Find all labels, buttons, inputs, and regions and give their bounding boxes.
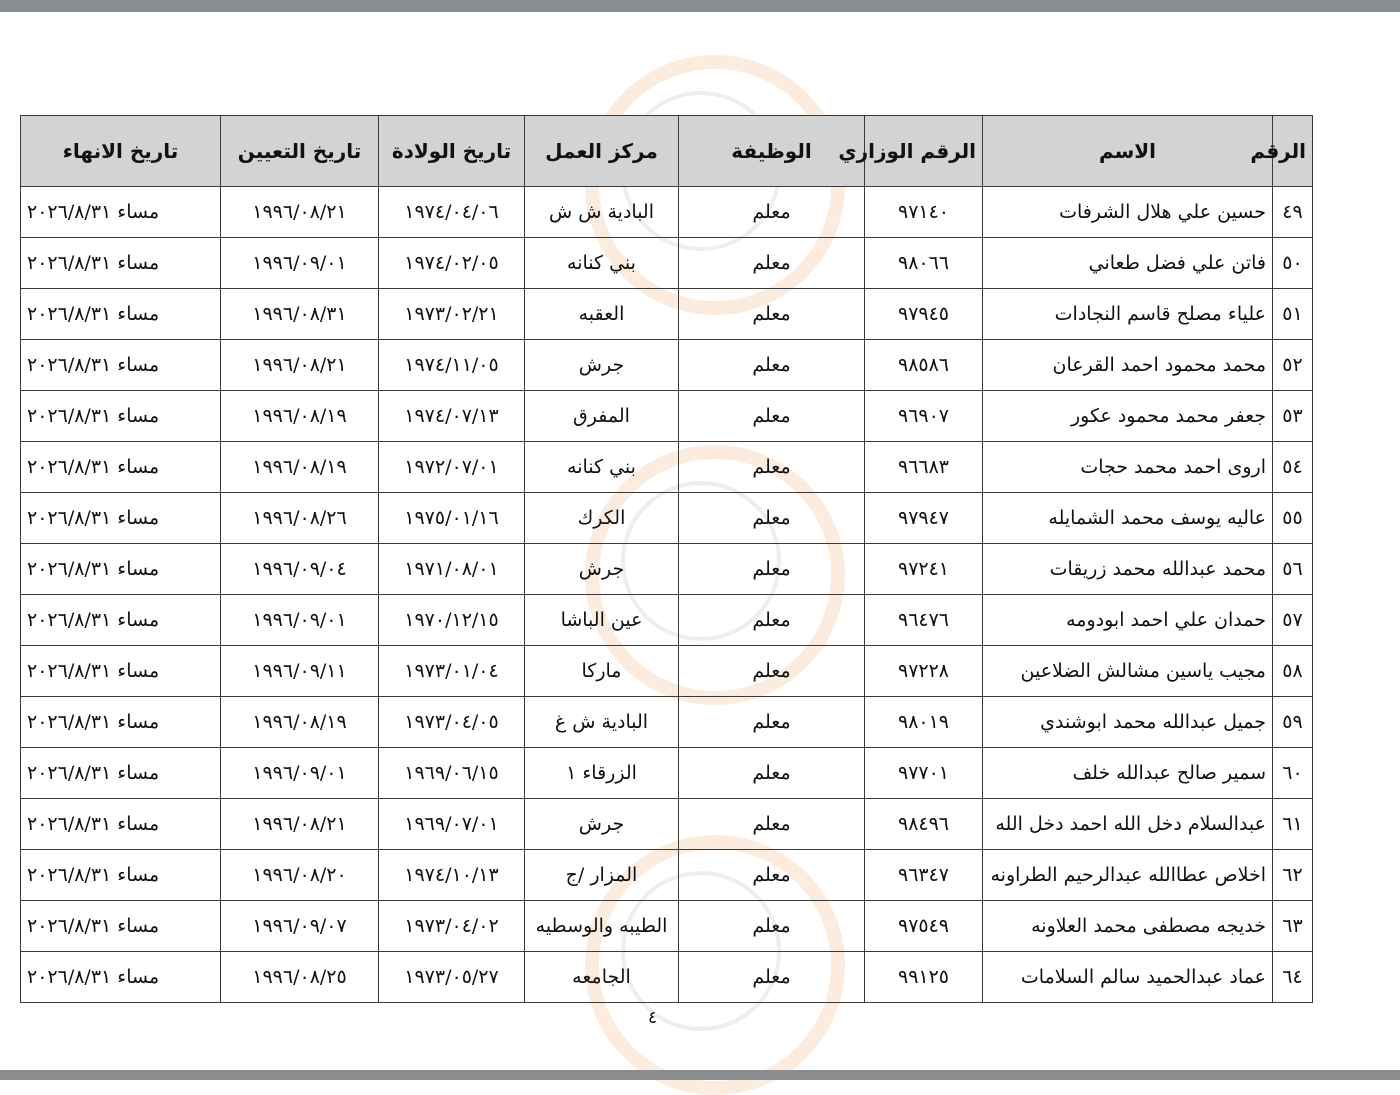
cell-end-date: مساء ٢٠٢٦/٨/٣١ bbox=[21, 493, 221, 544]
cell-work-center: البادية ش ش bbox=[525, 187, 679, 238]
cell-job: معلم bbox=[679, 187, 865, 238]
cell-work-center: عين الباشا bbox=[525, 595, 679, 646]
cell-name: فاتن علي فضل طعاني bbox=[983, 238, 1273, 289]
cell-ministry-id: ٩٨٠٦٦ bbox=[865, 238, 983, 289]
cell-work-center: جرش bbox=[525, 544, 679, 595]
cell-birth-date: ١٩٧٢/٠٧/٠١ bbox=[379, 442, 525, 493]
table-row bbox=[21, 850, 1313, 901]
cell-work-center: الزرقاء ١ bbox=[525, 748, 679, 799]
cell-job: معلم bbox=[679, 952, 865, 1003]
header-name: الاسم bbox=[983, 116, 1273, 187]
cell-ministry-id: ٩٦٤٧٦ bbox=[865, 595, 983, 646]
cell-name: حمدان علي احمد ابودومه bbox=[983, 595, 1273, 646]
cell-birth-date: ١٩٧٤/١٠/١٣ bbox=[379, 850, 525, 901]
cell-num: ٥٦ bbox=[1273, 544, 1313, 595]
cell-name: محمد عبدالله محمد زريقات bbox=[983, 544, 1273, 595]
header-end-date: تاريخ الانهاء bbox=[21, 116, 221, 187]
cell-birth-date: ١٩٧٠/١٢/١٥ bbox=[379, 595, 525, 646]
cell-appointment-date: ١٩٩٦/٠٨/٢١ bbox=[221, 799, 379, 850]
cell-num: ٥٩ bbox=[1273, 697, 1313, 748]
cell-num: ٦٠ bbox=[1273, 748, 1313, 799]
table-row bbox=[21, 238, 1313, 289]
table-row bbox=[21, 187, 1313, 238]
cell-ministry-id: ٩٩١٢٥ bbox=[865, 952, 983, 1003]
cell-name: اروى احمد محمد حجات bbox=[983, 442, 1273, 493]
cell-num: ٥٤ bbox=[1273, 442, 1313, 493]
cell-birth-date: ١٩٦٩/٠٧/٠١ bbox=[379, 799, 525, 850]
cell-job: معلم bbox=[679, 442, 865, 493]
cell-job: معلم bbox=[679, 391, 865, 442]
cell-name: سمير صالح عبدالله خلف bbox=[983, 748, 1273, 799]
cell-appointment-date: ١٩٩٦/٠٨/٢١ bbox=[221, 187, 379, 238]
cell-job: معلم bbox=[679, 544, 865, 595]
cell-num: ٦٤ bbox=[1273, 952, 1313, 1003]
cell-job: معلم bbox=[679, 646, 865, 697]
cell-appointment-date: ١٩٩٦/٠٨/٢٠ bbox=[221, 850, 379, 901]
cell-num: ٤٩ bbox=[1273, 187, 1313, 238]
cell-appointment-date: ١٩٩٦/٠٨/٢٦ bbox=[221, 493, 379, 544]
header-birth-date: تاريخ الولادة bbox=[379, 116, 525, 187]
cell-birth-date: ١٩٧٥/٠١/١٦ bbox=[379, 493, 525, 544]
cell-appointment-date: ١٩٩٦/٠٩/١١ bbox=[221, 646, 379, 697]
cell-work-center: ماركا bbox=[525, 646, 679, 697]
cell-end-date: مساء ٢٠٢٦/٨/٣١ bbox=[21, 544, 221, 595]
cell-job: معلم bbox=[679, 493, 865, 544]
cell-appointment-date: ١٩٩٦/٠٩/٠٤ bbox=[221, 544, 379, 595]
table-header-row bbox=[21, 116, 1313, 187]
cell-end-date: مساء ٢٠٢٦/٨/٣١ bbox=[21, 289, 221, 340]
cell-num: ٥٢ bbox=[1273, 340, 1313, 391]
cell-work-center: المفرق bbox=[525, 391, 679, 442]
cell-end-date: مساء ٢٠٢٦/٨/٣١ bbox=[21, 187, 221, 238]
cell-ministry-id: ٩٧٩٤٥ bbox=[865, 289, 983, 340]
cell-work-center: بني كنانه bbox=[525, 442, 679, 493]
header-ministry-id: الرقم الوزاري bbox=[865, 116, 983, 187]
cell-work-center: الطيبه والوسطيه bbox=[525, 901, 679, 952]
cell-ministry-id: ٩٧٢٢٨ bbox=[865, 646, 983, 697]
cell-num: ٥١ bbox=[1273, 289, 1313, 340]
table-row bbox=[21, 493, 1313, 544]
header-num: الرقم bbox=[1273, 116, 1313, 187]
table-row bbox=[21, 544, 1313, 595]
cell-end-date: مساء ٢٠٢٦/٨/٣١ bbox=[21, 748, 221, 799]
cell-birth-date: ١٩٧٣/٠١/٠٤ bbox=[379, 646, 525, 697]
cell-num: ٥٥ bbox=[1273, 493, 1313, 544]
table-row bbox=[21, 340, 1313, 391]
scan-edge-top bbox=[0, 0, 1400, 12]
cell-end-date: مساء ٢٠٢٦/٨/٣١ bbox=[21, 442, 221, 493]
cell-appointment-date: ١٩٩٦/٠٨/١٩ bbox=[221, 391, 379, 442]
cell-name: عبدالسلام دخل الله احمد دخل الله bbox=[983, 799, 1273, 850]
table-row bbox=[21, 595, 1313, 646]
table-row bbox=[21, 289, 1313, 340]
cell-end-date: مساء ٢٠٢٦/٨/٣١ bbox=[21, 340, 221, 391]
cell-name: اخلاص عطاالله عبدالرحيم الطراونه bbox=[983, 850, 1273, 901]
cell-job: معلم bbox=[679, 799, 865, 850]
cell-ministry-id: ٩٨٠١٩ bbox=[865, 697, 983, 748]
cell-ministry-id: ٩٧٢٤١ bbox=[865, 544, 983, 595]
table-row bbox=[21, 646, 1313, 697]
cell-name: عماد عبدالحميد سالم السلامات bbox=[983, 952, 1273, 1003]
scan-edge-bottom bbox=[0, 1070, 1400, 1080]
cell-work-center: بني كنانه bbox=[525, 238, 679, 289]
cell-name: حسين علي هلال الشرفات bbox=[983, 187, 1273, 238]
header-work-center: مركز العمل bbox=[525, 116, 679, 187]
cell-birth-date: ١٩٧٣/٠٢/٢١ bbox=[379, 289, 525, 340]
table-row bbox=[21, 391, 1313, 442]
cell-birth-date: ١٩٧٤/٠٧/١٣ bbox=[379, 391, 525, 442]
cell-num: ٦١ bbox=[1273, 799, 1313, 850]
cell-birth-date: ١٩٧٤/١١/٠٥ bbox=[379, 340, 525, 391]
cell-job: معلم bbox=[679, 697, 865, 748]
cell-job: معلم bbox=[679, 289, 865, 340]
cell-num: ٥٠ bbox=[1273, 238, 1313, 289]
cell-appointment-date: ١٩٩٦/٠٩/٠١ bbox=[221, 748, 379, 799]
cell-name: جميل عبدالله محمد ابوشندي bbox=[983, 697, 1273, 748]
cell-ministry-id: ٩٧٥٤٩ bbox=[865, 901, 983, 952]
cell-job: معلم bbox=[679, 850, 865, 901]
cell-work-center: جرش bbox=[525, 340, 679, 391]
cell-job: معلم bbox=[679, 238, 865, 289]
cell-ministry-id: ٩٧٩٤٧ bbox=[865, 493, 983, 544]
cell-work-center: المزار /ج bbox=[525, 850, 679, 901]
cell-ministry-id: ٩٦٦٨٣ bbox=[865, 442, 983, 493]
cell-name: علياء مصلح قاسم النجادات bbox=[983, 289, 1273, 340]
cell-job: معلم bbox=[679, 595, 865, 646]
cell-name: عاليه يوسف محمد الشمايله bbox=[983, 493, 1273, 544]
cell-end-date: مساء ٢٠٢٦/٨/٣١ bbox=[21, 850, 221, 901]
cell-ministry-id: ٩٧٧٠١ bbox=[865, 748, 983, 799]
cell-work-center: البادية ش غ bbox=[525, 697, 679, 748]
cell-job: معلم bbox=[679, 748, 865, 799]
table-row bbox=[21, 901, 1313, 952]
cell-ministry-id: ٩٦٩٠٧ bbox=[865, 391, 983, 442]
header-appointment-date: تاريخ التعيين bbox=[221, 116, 379, 187]
cell-appointment-date: ١٩٩٦/٠٨/٢١ bbox=[221, 340, 379, 391]
cell-job: معلم bbox=[679, 340, 865, 391]
cell-work-center: الكرك bbox=[525, 493, 679, 544]
cell-end-date: مساء ٢٠٢٦/٨/٣١ bbox=[21, 799, 221, 850]
header-job: الوظيفة bbox=[679, 116, 865, 187]
cell-end-date: مساء ٢٠٢٦/٨/٣١ bbox=[21, 646, 221, 697]
cell-work-center: الجامعه bbox=[525, 952, 679, 1003]
table-row bbox=[21, 442, 1313, 493]
cell-end-date: مساء ٢٠٢٦/٨/٣١ bbox=[21, 391, 221, 442]
page-number: ٤ bbox=[648, 1008, 658, 1028]
cell-birth-date: ١٩٧٣/٠٤/٠٢ bbox=[379, 901, 525, 952]
cell-work-center: العقبه bbox=[525, 289, 679, 340]
cell-ministry-id: ٩٨٤٩٦ bbox=[865, 799, 983, 850]
cell-num: ٦٣ bbox=[1273, 901, 1313, 952]
table-row bbox=[21, 799, 1313, 850]
cell-appointment-date: ١٩٩٦/٠٩/٠١ bbox=[221, 595, 379, 646]
cell-end-date: مساء ٢٠٢٦/٨/٣١ bbox=[21, 238, 221, 289]
cell-end-date: مساء ٢٠٢٦/٨/٣١ bbox=[21, 901, 221, 952]
cell-appointment-date: ١٩٩٦/٠٩/٠٧ bbox=[221, 901, 379, 952]
cell-name: محمد محمود احمد القرعان bbox=[983, 340, 1273, 391]
cell-end-date: مساء ٢٠٢٦/٨/٣١ bbox=[21, 952, 221, 1003]
cell-birth-date: ١٩٧٣/٠٥/٢٧ bbox=[379, 952, 525, 1003]
cell-appointment-date: ١٩٩٦/٠٨/١٩ bbox=[221, 442, 379, 493]
cell-num: ٥٨ bbox=[1273, 646, 1313, 697]
cell-ministry-id: ٩٨٥٨٦ bbox=[865, 340, 983, 391]
cell-appointment-date: ١٩٩٦/٠٨/١٩ bbox=[221, 697, 379, 748]
cell-work-center: جرش bbox=[525, 799, 679, 850]
cell-birth-date: ١٩٦٩/٠٦/١٥ bbox=[379, 748, 525, 799]
cell-end-date: مساء ٢٠٢٦/٨/٣١ bbox=[21, 595, 221, 646]
table-row bbox=[21, 952, 1313, 1003]
cell-birth-date: ١٩٧٤/٠٤/٠٦ bbox=[379, 187, 525, 238]
table-row bbox=[21, 748, 1313, 799]
cell-ministry-id: ٩٧١٤٠ bbox=[865, 187, 983, 238]
table-row bbox=[21, 697, 1313, 748]
cell-birth-date: ١٩٧١/٠٨/٠١ bbox=[379, 544, 525, 595]
cell-name: جعفر محمد محمود عكور bbox=[983, 391, 1273, 442]
cell-num: ٥٣ bbox=[1273, 391, 1313, 442]
cell-end-date: مساء ٢٠٢٦/٨/٣١ bbox=[21, 697, 221, 748]
cell-num: ٦٢ bbox=[1273, 850, 1313, 901]
cell-birth-date: ١٩٧٣/٠٤/٠٥ bbox=[379, 697, 525, 748]
cell-appointment-date: ١٩٩٦/٠٨/٢٥ bbox=[221, 952, 379, 1003]
cell-appointment-date: ١٩٩٦/٠٩/٠١ bbox=[221, 238, 379, 289]
cell-name: خديجه مصطفى محمد العلاونه bbox=[983, 901, 1273, 952]
cell-num: ٥٧ bbox=[1273, 595, 1313, 646]
cell-ministry-id: ٩٦٣٤٧ bbox=[865, 850, 983, 901]
cell-birth-date: ١٩٧٤/٠٢/٠٥ bbox=[379, 238, 525, 289]
cell-name: مجيب ياسين مشالش الضلاعين bbox=[983, 646, 1273, 697]
cell-job: معلم bbox=[679, 901, 865, 952]
cell-appointment-date: ١٩٩٦/٠٨/٣١ bbox=[221, 289, 379, 340]
employee-table bbox=[20, 115, 1313, 1003]
